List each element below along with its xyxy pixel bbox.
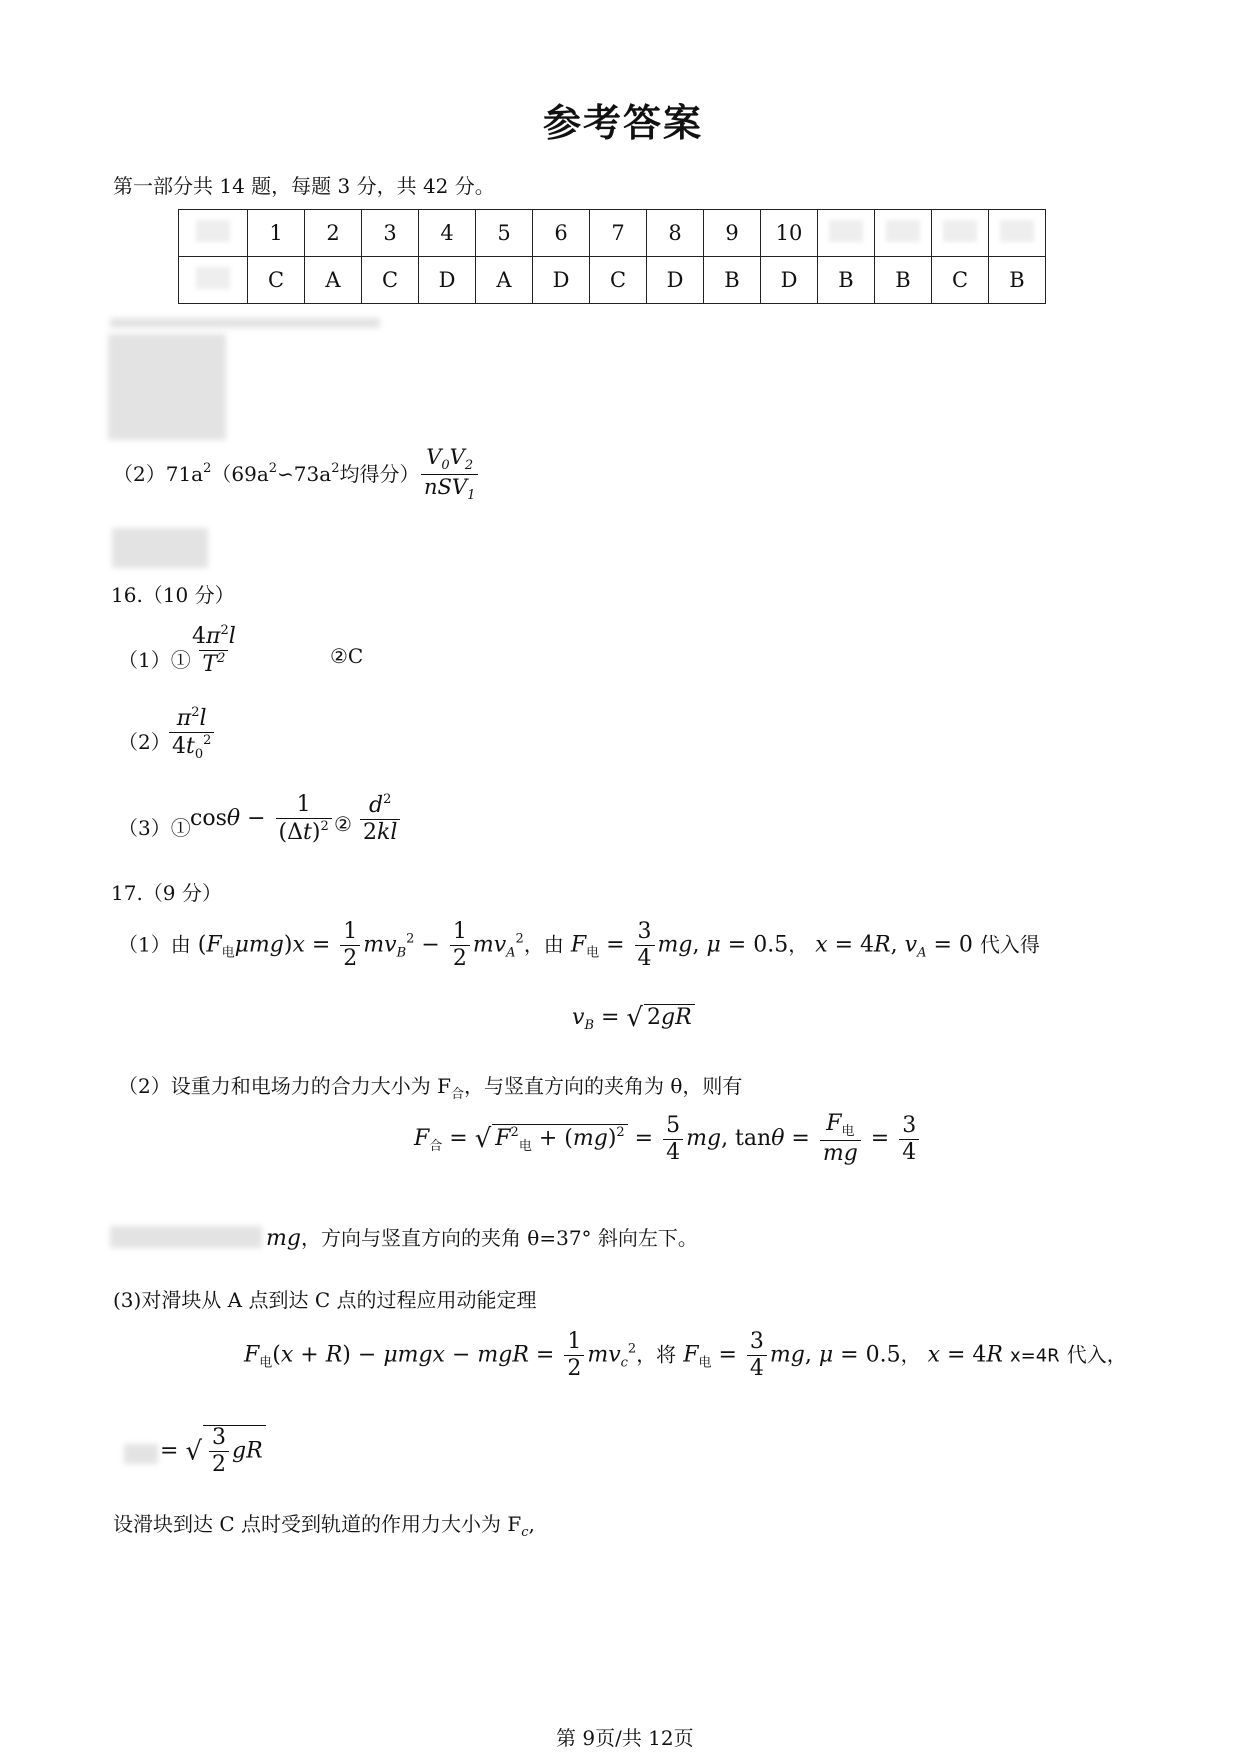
question-number-obscured xyxy=(818,210,875,257)
answer-cell: C xyxy=(590,257,647,304)
formula-vb-sqrt-2gr: $v_B$ = √ 2gR xyxy=(572,1003,695,1033)
q17-part1-cond: ， xyxy=(788,932,809,957)
question-number: 5 xyxy=(476,210,533,257)
q17-part1-tail: 代入得 xyxy=(979,932,1040,957)
question-number: 1 xyxy=(248,210,305,257)
q15-part2: $(2)71a^2(69a^2∽73a^2$均得分） xyxy=(113,461,420,486)
question-number: 4 xyxy=(419,210,476,257)
q17-part1-label: （1）由 xyxy=(118,932,191,957)
q17-part2-text: （2）设重力和电场力的合力大小为 $F_合$，与竖直方向的夹角为 θ，则有 xyxy=(118,1074,743,1102)
answer-cell: A xyxy=(305,257,362,304)
part1-intro: 第一部分共 14 题，每题 3 分，共 42 分。 xyxy=(113,174,495,198)
answer-table-answer-row xyxy=(179,257,1046,304)
q16-part3-label: （3）① xyxy=(118,816,191,840)
question-number: 7 xyxy=(590,210,647,257)
question-number-obscured xyxy=(932,210,989,257)
answer-cell: B xyxy=(704,257,761,304)
formula-f-he: $F_合$ = √ $F^2_电 + (mg)^2$ = $\frac{5}{4}$ mg, tanθ = $\frac{F_电}{mg}$ = $\frac{3}{4}$ xyxy=(414,1112,922,1166)
table-row-header xyxy=(179,257,248,304)
q16-part1-second: ②C xyxy=(330,644,364,668)
table-row-header xyxy=(179,210,248,257)
q17-part3-text: (3)对滑块从 A 点到达 C 点的过程应用动能定理 xyxy=(113,1288,537,1312)
answer-cell: B xyxy=(818,257,875,304)
question-number: 3 xyxy=(362,210,419,257)
obscured-region xyxy=(112,528,208,568)
answer-cell: D xyxy=(533,257,590,304)
page-footer: 第 9页/共 12页 xyxy=(556,1726,694,1750)
q16-part2-label: （2） xyxy=(118,730,171,754)
answer-cell: C xyxy=(248,257,305,304)
question-number: 8 xyxy=(647,210,704,257)
obscured-region xyxy=(110,1226,262,1248)
q15-part2-label: （2）71a xyxy=(113,462,204,486)
answer-cell: B xyxy=(989,257,1046,304)
q17-part3-formula: $F_电(x + R) - \mu mgx$ − mgR = $\frac{1}{2}$ $mv_c^2$，将 $F_电$ = $\frac{3}{4}$ mg, μ = 0.5， x = 4R x=4R 代入， xyxy=(244,1329,1127,1382)
q17-part1-line: （1）由 $(F_电\mu mg)x$ = $\frac{1}{2}$ $mv_B^2$ − $\frac{1}{2}$ $mv_A^2$，由 $F_电$ = $\frac{3}{4}$ mg, μ = 0.5， x = 4R, $v_A = 0$ 代入得 xyxy=(118,919,1040,972)
page-title: 参考答案 xyxy=(543,101,704,145)
answer-cell: C xyxy=(932,257,989,304)
question-number: 10 xyxy=(761,210,818,257)
obscured-region xyxy=(124,1444,158,1464)
question-number-obscured xyxy=(989,210,1046,257)
q17-part1-mid: ，由 xyxy=(523,932,564,957)
q16-part1-label: （1）① xyxy=(118,648,191,672)
answer-cell: A xyxy=(476,257,533,304)
answer-cell: B xyxy=(875,257,932,304)
formula-d2-over-2kl: $\frac{d^2}{2kl}$ xyxy=(357,793,403,845)
answer-table xyxy=(178,209,1046,304)
formula-cos-theta-minus: cosθ − $\frac{1}{(\Delta t)^2}$ xyxy=(190,793,335,845)
q15-part2-paren: （69a xyxy=(211,462,269,486)
question-number-obscured xyxy=(875,210,932,257)
q15-part2-range: ∽73a xyxy=(277,462,332,486)
answer-cell: D xyxy=(761,257,818,304)
question-number: 2 xyxy=(305,210,362,257)
answer-cell: D xyxy=(647,257,704,304)
formula-4pi2l-over-t2: $\frac{4\pi^2l}{T^2}$ xyxy=(192,623,236,678)
question-number: 6 xyxy=(533,210,590,257)
formula-vc-sqrt: = √ $\frac{3}{2}$ gR xyxy=(160,1425,266,1477)
q17-heading: 17.（9 分） xyxy=(111,881,222,905)
formula-v0v2-nsv1: $\frac{V_0V_2}{nSV_1}$ xyxy=(418,446,481,504)
q17-part2-result: mg，方向与竖直方向的夹角 θ=37° 斜向左下。 xyxy=(266,1226,698,1251)
obscured-region xyxy=(108,334,226,440)
q17-part3-last: 设滑块到达 C 点时受到轨道的作用力大小为 $F_c$, xyxy=(113,1512,535,1540)
q15-part2-tail: 均得分） xyxy=(339,462,420,486)
q16-part3-second: ② xyxy=(334,812,352,836)
answer-cell: D xyxy=(419,257,476,304)
obscured-region xyxy=(110,318,380,328)
question-number: 9 xyxy=(704,210,761,257)
q16-heading: 16.（10 分） xyxy=(111,583,235,607)
formula-pi2l-over-4t02: $\frac{\pi^2l}{4t_0^2}$ xyxy=(166,706,217,762)
answer-cell: C xyxy=(362,257,419,304)
answer-table-number-row xyxy=(179,210,1046,257)
